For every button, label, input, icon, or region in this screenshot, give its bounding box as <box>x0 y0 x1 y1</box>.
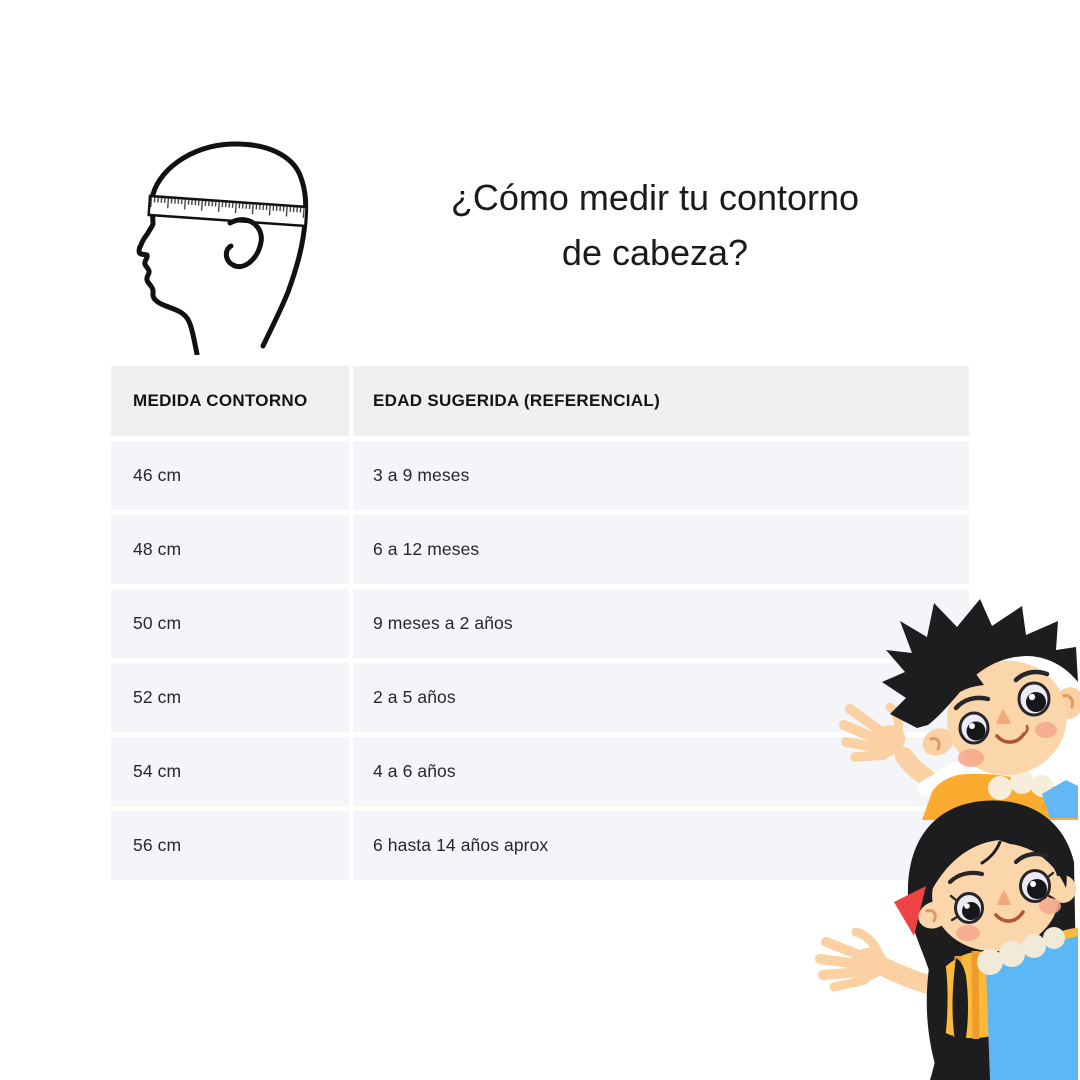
table-cell-edad: 3 a 9 meses <box>353 441 969 510</box>
table-cell-medida: 56 cm <box>111 811 349 880</box>
table-cell-edad: 6 hasta 14 años aprox <box>353 811 969 880</box>
girl-illustration <box>820 801 1078 1080</box>
table-cell-medida: 46 cm <box>111 441 349 510</box>
table-cell-edad: 4 a 6 años <box>353 737 969 806</box>
table-header-edad: EDAD SUGERIDA (REFERENCIAL) <box>353 366 969 436</box>
table-cell-edad: 9 meses a 2 años <box>353 589 969 658</box>
title-line-2: de cabeza? <box>561 232 749 273</box>
table-header-medida: MEDIDA CONTORNO <box>111 366 349 436</box>
boy-illustration <box>844 599 1080 820</box>
table-cell-edad: 6 a 12 meses <box>353 515 969 584</box>
table-cell-medida: 48 cm <box>111 515 349 584</box>
kids-waving-illustration <box>810 590 1080 1080</box>
table-cell-medida: 50 cm <box>111 589 349 658</box>
table-cell-medida: 54 cm <box>111 737 349 806</box>
page-title <box>330 170 980 280</box>
table-cell-medida: 52 cm <box>111 663 349 732</box>
title-line-1: ¿Cómo medir tu contorno <box>450 177 860 218</box>
table-cell-edad: 2 a 5 años <box>353 663 969 732</box>
head-measure-icon <box>130 135 320 355</box>
